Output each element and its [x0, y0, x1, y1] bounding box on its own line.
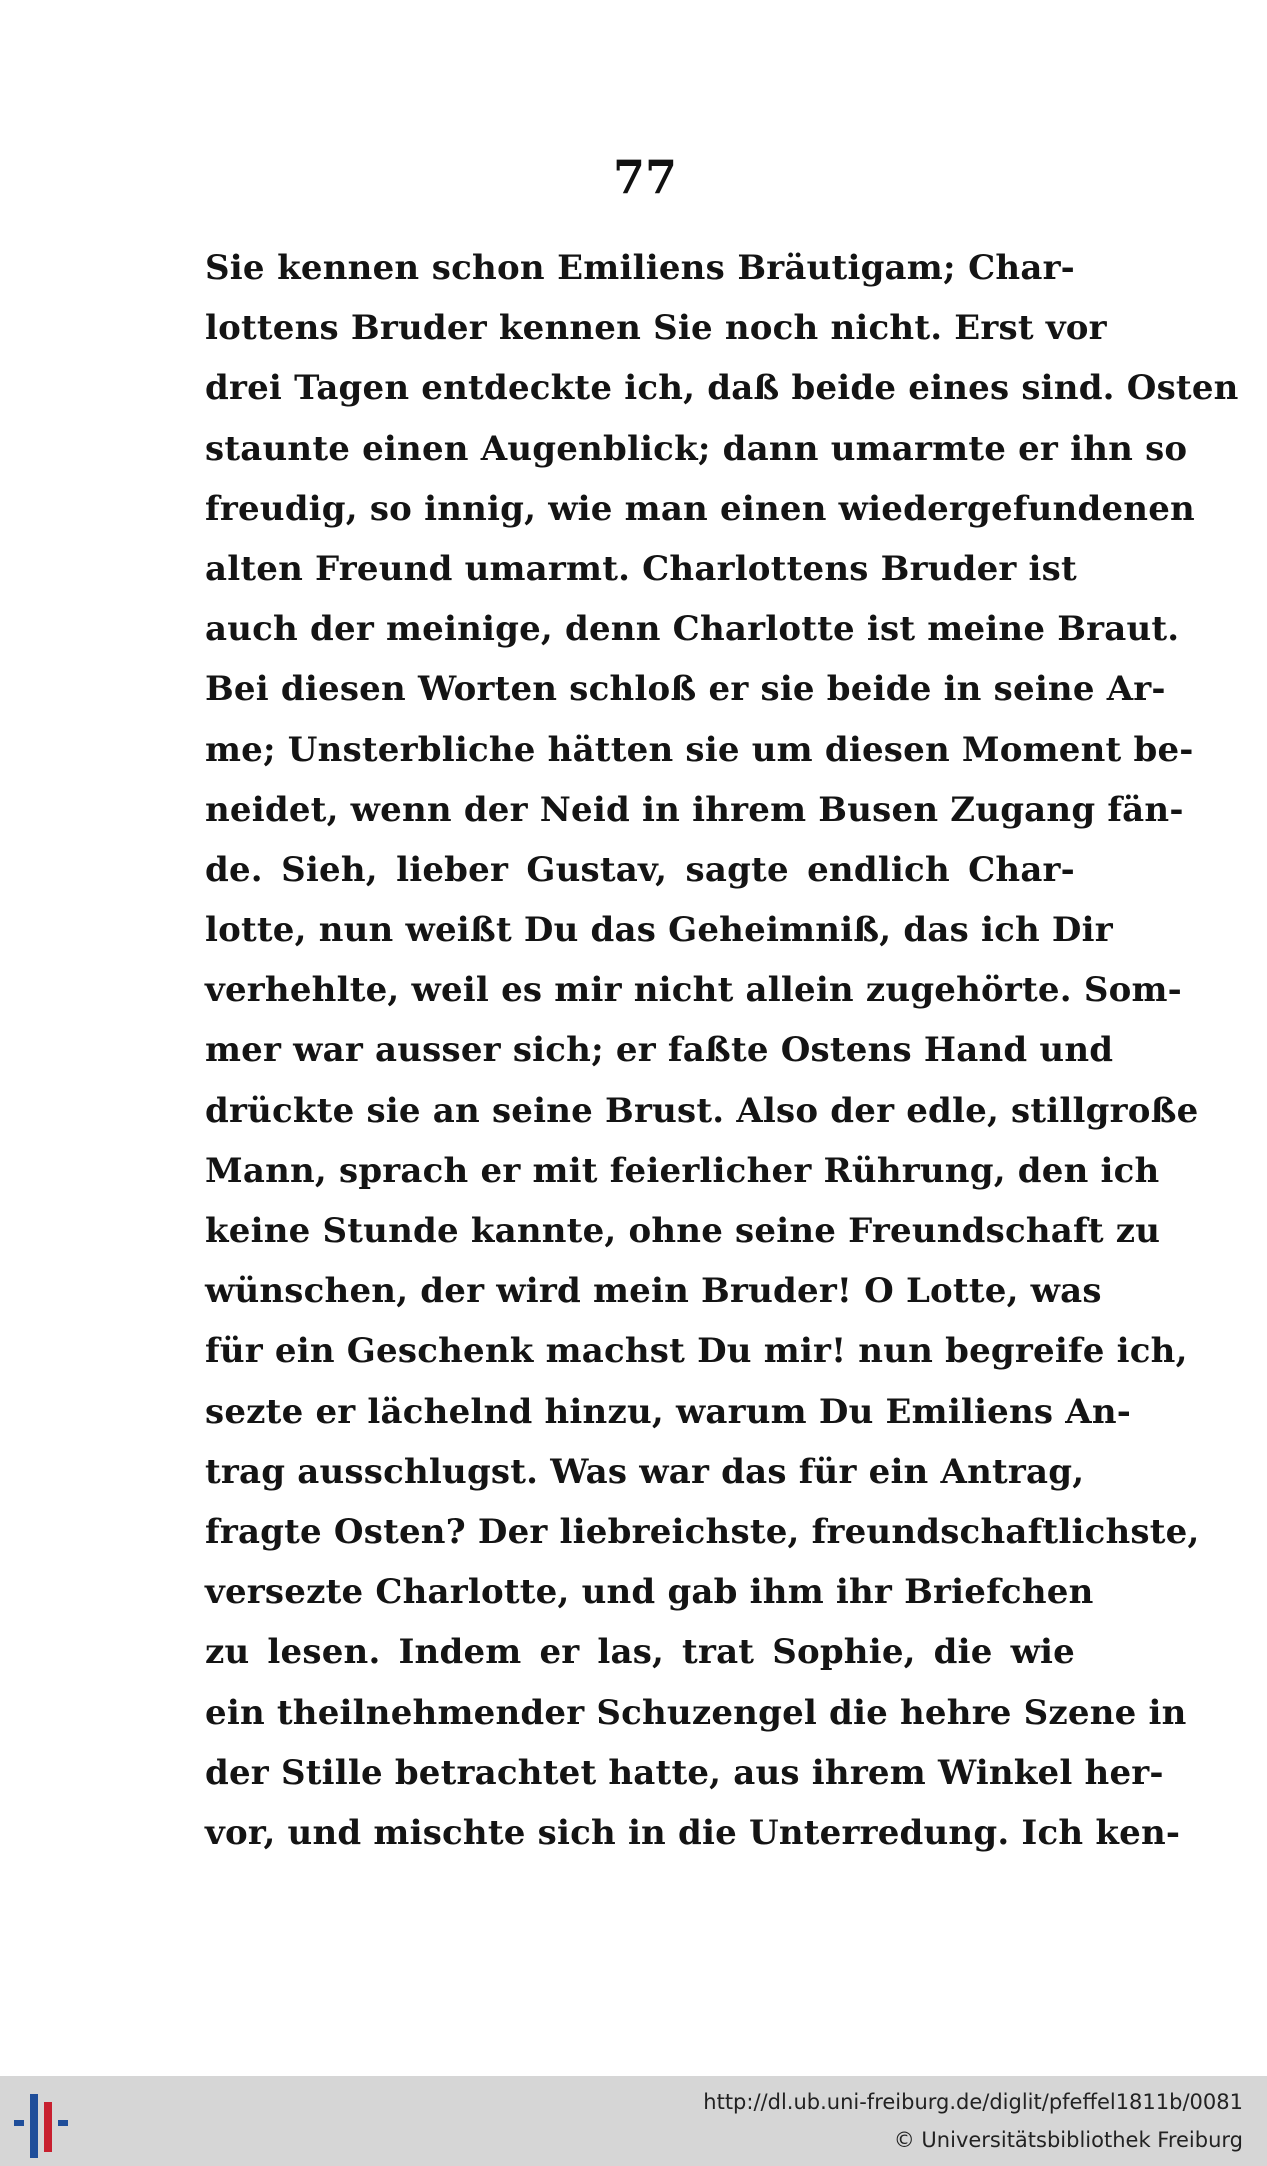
text-line: mer war ausser sich; er faßte Ostens Hand und — [205, 1030, 1114, 1071]
text-line: alten Freund umarmt. Charlottens Bruder ist — [205, 548, 1077, 589]
text-line: lotte, nun weißt Du das Geheimniß, das ich Dir — [205, 910, 1113, 951]
text-line: lottens Bruder kennen Sie noch nicht. Erst vor — [205, 308, 1107, 349]
text-line: Sie kennen schon Emiliens Bräutigam; Char- — [205, 248, 1075, 288]
source-url-link[interactable]: http://dl.ub.uni-freiburg.de/diglit/pfeffel1811b/0081 — [703, 2090, 1243, 2114]
text-line: keine Stunde kannte, ohne seine Freundschaft zu — [205, 1211, 1161, 1251]
footer-bar — [0, 2076, 1267, 2166]
text-line: ein theilnehmender Schuzengel die hehre Szene in — [205, 1692, 1187, 1733]
text-line: drückte sie an seine Brust. Also der edle, stillgroße — [205, 1090, 1199, 1131]
text-line: me; Unsterbliche hätten sie um diesen Moment be- — [205, 729, 1194, 770]
text-line: Bei diesen Worten schloß er sie beide in seine Ar- — [205, 669, 1166, 710]
text-line: freudig, so innig, wie man einen wiedergefundenen — [205, 488, 1195, 529]
text-line: trag ausschlugst. Was war das für ein Antrag, — [205, 1451, 1085, 1492]
text-line: staunte einen Augenblick; dann umarmte er ihn so — [205, 428, 1188, 469]
text-line: für ein Geschenk machst Du mir! nun begreife ich, — [205, 1331, 1188, 1372]
text-line: versezte Charlotte, und gab ihm ihr Briefchen — [205, 1572, 1094, 1613]
text-line: Mann, sprach er mit feierlicher Rührung, den ich — [205, 1150, 1160, 1191]
text-line: de. Sieh, lieber Gustav, sagte endlich Char- — [205, 849, 1075, 890]
text-line: auch der meinige, denn Charlotte ist meine Braut. — [205, 609, 1180, 650]
text-line: neidet, wenn der Neid in ihrem Busen Zugang fän- — [205, 789, 1184, 830]
text-line: sezte er lächelnd hinzu, warum Du Emiliens An- — [205, 1391, 1132, 1432]
copyright-text: © Universitätsbibliothek Freiburg — [893, 2128, 1243, 2152]
page-text — [205, 238, 1239, 1863]
text-line: zu lesen. Indem er las, trat Sophie, die wie — [205, 1632, 1075, 1673]
text-line: der Stille betrachtet hatte, aus ihrem Winkel her- — [205, 1752, 1164, 1793]
text-line: fragte Osten? Der liebreichste, freundschaftlichste, — [205, 1511, 1200, 1552]
text-line: vor, und mischte sich in die Unterredung. Ich ken- — [205, 1812, 1181, 1853]
ub-freiburg-logo-icon[interactable] — [14, 2094, 84, 2158]
text-line: wünschen, der wird mein Bruder! O Lotte, was — [205, 1271, 1102, 1312]
page-number: 77 — [612, 150, 677, 204]
text-line: verhehlte, weil es mir nicht allein zugehörte. Som- — [205, 970, 1182, 1011]
text-line: drei Tagen entdeckte ich, daß beide eines sind. Osten — [205, 368, 1239, 409]
